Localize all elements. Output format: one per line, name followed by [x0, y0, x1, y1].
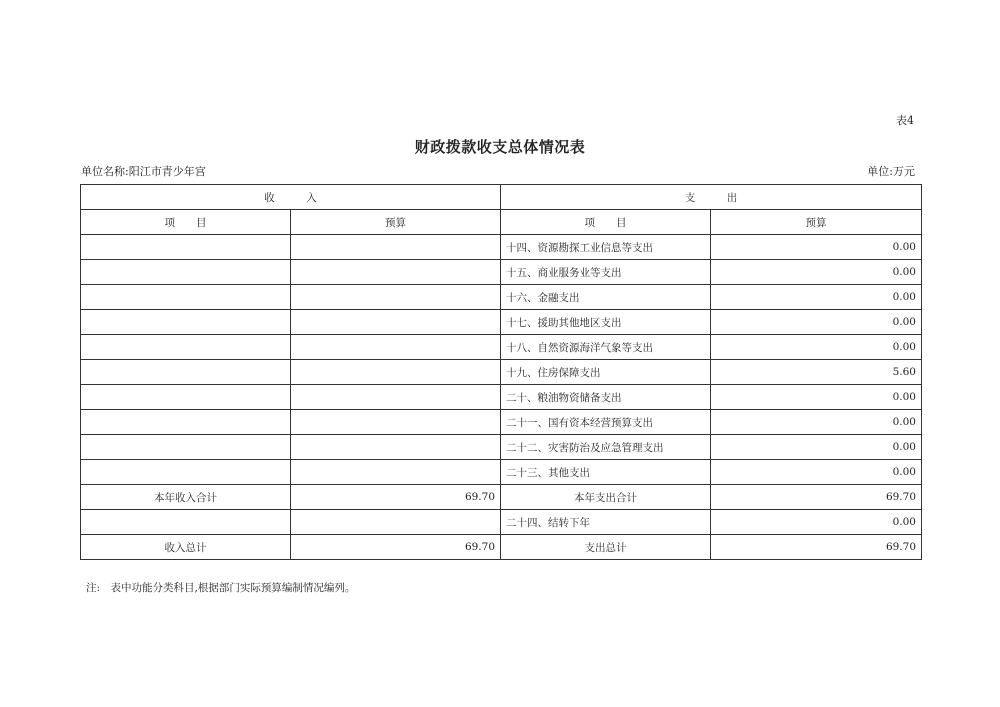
expense-budget-cell: 0.00: [711, 285, 922, 310]
expense-budget-cell: 0.00: [711, 435, 922, 460]
income-item-cell: [81, 385, 291, 410]
expense-budget-cell: 5.60: [711, 360, 922, 385]
table-row: [81, 260, 922, 285]
table-row: [81, 435, 922, 460]
expense-budget-cell: 69.70: [711, 485, 922, 510]
expense-item-cell: 十四、资源勘探工业信息等支出: [501, 235, 711, 260]
expense-item-cell: 二十四、结转下年: [501, 510, 711, 535]
table-row: [81, 410, 922, 435]
expense-item-header: 项 目: [501, 210, 711, 235]
expense-budget-cell: 0.00: [711, 260, 922, 285]
footnote: 注: 表中功能分类科目,根据部门实际预算编制情况编列。: [86, 582, 356, 594]
income-item-cell: [81, 335, 291, 360]
unit-name: 单位名称:阳江市青少年宫: [81, 165, 206, 178]
income-budget-cell: [291, 360, 501, 385]
income-budget-cell: [291, 310, 501, 335]
expense-item-cell: 十八、自然资源海洋气象等支出: [501, 335, 711, 360]
expense-item-cell: 支出总计: [501, 535, 711, 560]
expense-item-cell: 二十三、其他支出: [501, 460, 711, 485]
income-item-cell: 收入总计: [81, 535, 291, 560]
expense-section-header: 支 出: [501, 185, 922, 210]
section-header-row: [81, 185, 922, 210]
income-item-cell: [81, 260, 291, 285]
expense-item-cell: 二十一、国有资本经营预算支出: [501, 410, 711, 435]
income-budget-cell: [291, 460, 501, 485]
income-item-header: 项 目: [81, 210, 291, 235]
expense-budget-cell: 0.00: [711, 310, 922, 335]
table-row: [81, 535, 922, 560]
expense-budget-cell: 0.00: [711, 235, 922, 260]
income-item-cell: [81, 285, 291, 310]
income-item-cell: [81, 360, 291, 385]
table-row: [81, 335, 922, 360]
income-item-cell: [81, 235, 291, 260]
expense-budget-cell: 69.70: [711, 535, 922, 560]
expense-item-cell: 十五、商业服务业等支出: [501, 260, 711, 285]
expense-budget-cell: 0.00: [711, 335, 922, 360]
income-item-cell: 本年收入合计: [81, 485, 291, 510]
income-budget-cell: [291, 235, 501, 260]
income-budget-cell: [291, 285, 501, 310]
table-number: 表4: [896, 114, 914, 127]
expense-item-cell: 十七、援助其他地区支出: [501, 310, 711, 335]
expense-budget-cell: 0.00: [711, 385, 922, 410]
table-row: [81, 310, 922, 335]
table-row: [81, 285, 922, 310]
table-row: [81, 460, 922, 485]
income-budget-cell: [291, 385, 501, 410]
income-budget-cell: [291, 510, 501, 535]
income-budget-cell: [291, 260, 501, 285]
expense-budget-cell: 0.00: [711, 410, 922, 435]
unit-row: [81, 163, 915, 179]
table-row: [81, 510, 922, 535]
income-item-cell: [81, 310, 291, 335]
income-budget-cell: [291, 435, 501, 460]
expense-item-cell: 十九、住房保障支出: [501, 360, 711, 385]
income-budget-cell: 69.70: [291, 535, 501, 560]
income-item-cell: [81, 435, 291, 460]
table-body: [81, 235, 922, 560]
expense-item-cell: 二十、粮油物资储备支出: [501, 385, 711, 410]
expense-item-cell: 二十二、灾害防治及应急管理支出: [501, 435, 711, 460]
income-item-cell: [81, 460, 291, 485]
income-budget-cell: [291, 335, 501, 360]
income-budget-cell: 69.70: [291, 485, 501, 510]
income-budget-header: 预算: [291, 210, 501, 235]
income-item-cell: [81, 510, 291, 535]
expense-item-cell: 本年支出合计: [501, 485, 711, 510]
column-header-row: [81, 210, 922, 235]
expense-budget-cell: 0.00: [711, 460, 922, 485]
currency-unit: 单位:万元: [867, 165, 915, 178]
page-title: 财政拨款收支总体情况表: [414, 138, 586, 156]
income-budget-cell: [291, 410, 501, 435]
table-row: [81, 235, 922, 260]
finance-table: [80, 184, 922, 560]
expense-item-cell: 十六、金融支出: [501, 285, 711, 310]
table-row: [81, 360, 922, 385]
expense-budget-cell: 0.00: [711, 510, 922, 535]
table-row: [81, 485, 922, 510]
table-row: [81, 385, 922, 410]
expense-budget-header: 预算: [711, 210, 922, 235]
income-section-header: 收 入: [81, 185, 501, 210]
income-item-cell: [81, 410, 291, 435]
